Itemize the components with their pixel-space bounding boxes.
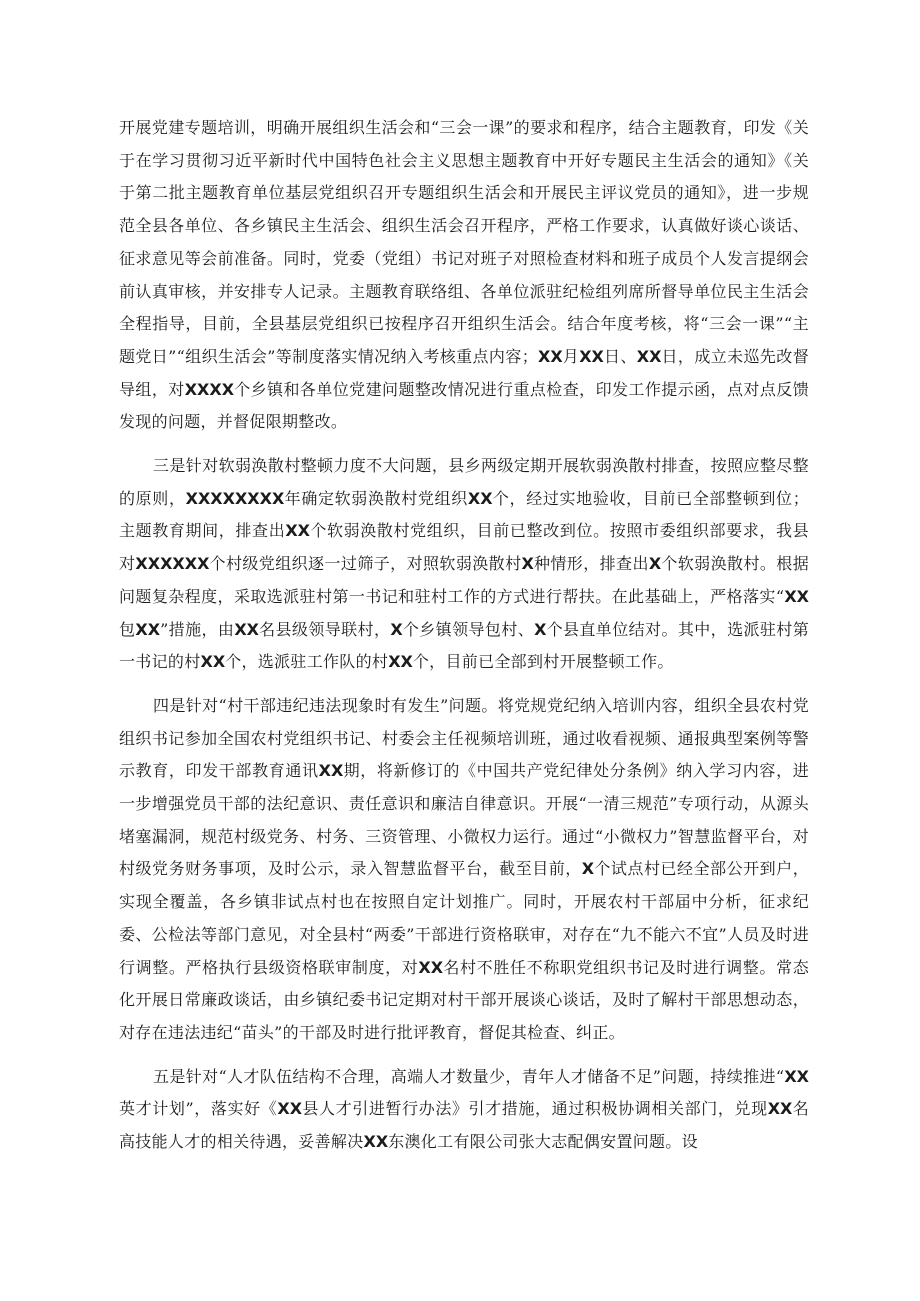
placeholder-number: XX [135,619,161,639]
placeholder-number: XX [784,586,809,606]
text-run: 个县直单位结对。其中，选派驻村第一书记的村 [119,619,810,672]
text-run: 个，选派驻工作队的村 [225,652,389,672]
placeholder-number: XXXX [184,379,235,399]
text-run: 东澳化工有限公司张大志配偶安置问题。设 [388,1132,698,1152]
text-run: 名高技能人才的相关待遇，妥善解决 [119,1099,809,1152]
placeholder-number: XX [467,488,493,508]
placeholder-number: XX [767,1099,793,1119]
text-run: 年确定软弱涣散村党组织 [284,488,468,508]
text-run: 个，目前已全部到村开展整顿工作。 [412,652,674,672]
text-run: 县人才引进暂行办法》引才措施，通过积极协调相关部门，兑现 [302,1099,768,1119]
paragraph-talent-team [119,1061,809,1159]
text-run: 个软弱涣散村党组织，目前已整改到位。按照市委组织部要求，我县对 [119,521,809,574]
placeholder-number: X [521,554,534,574]
text-run: 期，将新修订的《中国共产党纪律处分条例》纳入学习内容，进一步增强党员干部的法纪意识、责任意识和廉洁自律意识。开展“一清三规范”专项行动，从源头堵塞漏洞，规范村级党务、村务、三资管理、小微权力运行。通过“小微权力”智慧监督平台，对村级党务财务事项，及时公示，录入智慧监督平台，截至目前， [119,761,810,879]
text-run: 日、 [603,346,637,366]
placeholder-number: XX [234,619,259,639]
placeholder-number: XX [363,1132,389,1152]
placeholder-number: XXXXXX [135,554,210,574]
text-run: 个乡镇和各单位党建问题整改情况进行重点检查，印发工作提示函，点对点反馈发现的问题，并督促限期整改。 [119,379,809,432]
paragraph-party-training [119,112,809,439]
text-run: 英才计划”，落实好《 [119,1099,278,1119]
placeholder-number: XX [538,346,563,366]
placeholder-number: XX [200,652,226,672]
text-run: 个，经过实地验收，目前已全部整顿到位；主题教育期间，排查出 [119,488,809,541]
text-run: 月 [562,346,580,366]
placeholder-number: XX [418,957,444,977]
placeholder-number: X [581,859,595,879]
placeholder-number: XX [277,1099,303,1119]
text-run: 开展党建专题培训，明确开展组织生活会和“三会一课”的要求和程序，结合主题教育，印发《关于在学习贯彻习近平新时代中国特色社会主义思想主题教育中开好专题民主生活会的通知》《关于第二批主题教育单位基层党组织召开专题组织生活会和开展民主评议党员的通知》，进一步规范全县各单位、各乡镇民主生活会、组织生活会召开程序，严格工作要求，认真做好谈心谈话、征求意见等会前准备。同时，党委（党组）书记对班子对照检查材料和班子成员个人发言提纲会前认真审核，并安排专人记录。主题教育联络组、各单位派驻纪检组列席所督导单位民主生活会全程指导，目前，全县基层党组织已按程序召开组织生活会。结合年度考核，将“三会一课”“主题党日”“组织生活会”等制度落实情况纳入考核重点内容； [119,118,809,366]
text-run: 个村级党组织逐一过筛子，对照软弱涣散村 [209,554,522,574]
text-run: 包 [119,619,136,639]
text-run: 种情形，排查出 [533,554,649,574]
placeholder-number: XX [784,1066,809,1086]
text-run: 个软弱涣散村。根据问题复杂程度，采取选派驻村第一书记和驻村工作的方式进行帮扶。在此基础上，严格落实“ [119,554,809,606]
text-run: ”措施，由 [160,619,235,639]
text-run: 名村不胜任不称职党组织书记及时进行调整。常态化开展日常廉政谈话，由乡镇纪委书记定期对村干部开展谈心谈话，及时了解村干部思想动态，对存在违法违纪“苗头”的干部及时进行批评教育，督促其检查、纠正。 [119,957,810,1042]
placeholder-number: XX [318,761,344,781]
text-run: 名县级领导联村， [259,619,391,639]
placeholder-number: XX [388,652,413,672]
text-run: 五是针对“人才队伍结构不合理，高端人才数量少，青年人才储备不足”问题，持续推进“ [153,1066,785,1086]
text-run: 日，成立未巡先改督导组，对 [119,346,809,399]
placeholder-number: XX [636,346,662,366]
placeholder-number: XXXXXXXX [185,488,285,508]
text-run: 四是针对“村干部违纪违法现象时有发生”问题。将党规党纪纳入培训内容，组织全县农村党组织书记参加全国农村党组织书记、村委会主任视频培训班，通过收看视频、通报典型案例等警示教育，印发干部教育通讯 [119,695,809,781]
placeholder-number: XX [579,346,604,366]
placeholder-number: X [390,619,403,639]
text-run: 个试点村已经全部公开到户，实现全覆盖，各乡镇非试点村也在按照自定计划推广。同时，开展农村干部届中分析，征求纪委、公检法等部门意见，对全县村“两委”干部进行资格联审，对存在“九不能六不宜”人员及时进行调整。严格执行县级资格联审制度，对 [119,859,810,977]
placeholder-number: XX [285,521,310,541]
text-run: 个乡镇领导包村、 [402,619,535,639]
placeholder-number: X [648,554,662,574]
paragraph-weak-villages [119,450,809,679]
document-body [119,112,809,1159]
placeholder-number: X [534,619,547,639]
text-run: 三是针对软弱涣散村整顿力度不大问题，县乡两级定期开展软弱涣散村排查，按照应整尽整的原则， [119,456,809,508]
paragraph-village-cadre-discipline [119,690,809,1050]
